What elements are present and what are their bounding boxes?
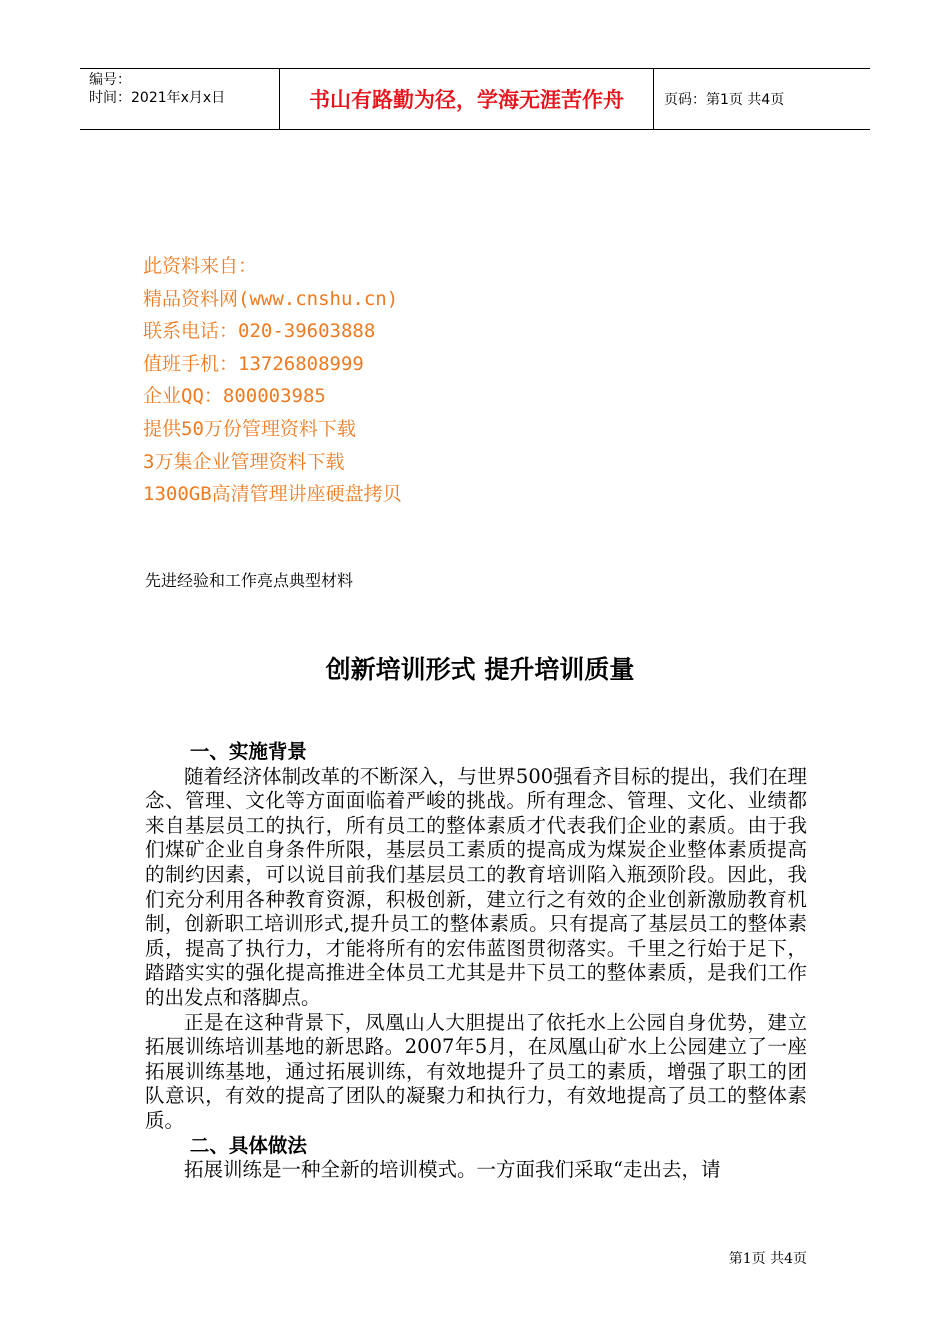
paragraph: 正是在这种背景下，凤凰山人大胆提出了依托水上公园自身优势，建立拓展训练培训基地的新思路。2007年5月，在凤凰山矿水上公园建立了一座拓展训练基地，通过拓展训练，有效地提升了员工的素质，增强了职工的团队意识，有效的提高了团队的凝聚力和执行力，有效地提高了员工的整体素质。 xyxy=(145,1010,807,1132)
section-heading: 二、具体做法 xyxy=(189,1133,307,1157)
header-time: 时间：2021年x月x日 xyxy=(89,90,226,106)
doc-body xyxy=(145,740,807,1183)
promo-line: 3万集企业管理资料下载 xyxy=(143,450,345,473)
paragraph: 随着经济体制改革的不断深入，与世界500强看齐目标的提出，我们在理念、管理、文化等方面面临着严峻的挑战。所有理念、管理、文化、业绩都来自基层员工的执行，所有员工的整体素质才代表我们企业的素质。由于我们煤矿企业自身条件所限，基层员工素质的提高成为煤炭企业整体素质提高的制约因素，可以说目前我们基层员工的教育培训陷入瓶颈阶段。因此，我们充分利用各种教育资源，积极创新，建立行之有效的企业创新激励教育机制，创新职工培训形式,提升员工的整体素质。只有提高了基层员工的整体素质，提高了执行力，才能将所有的宏伟蓝图贯彻落实。千里之行始于足下，踏踏实实的强化提高推进全体员工尤其是井下员工的整体素质，是我们工作的出发点和落脚点。 xyxy=(145,764,807,1009)
header-page-info: 页码：第1页 共4页 xyxy=(664,92,785,108)
promo-line: 值班手机：13726808999 xyxy=(143,352,364,375)
doc-title: 创新培训形式 提升培训质量 xyxy=(325,655,635,684)
header-number: 编号： xyxy=(89,72,131,88)
page-footer: 第1页 共4页 xyxy=(728,1251,807,1267)
header-table xyxy=(80,68,870,130)
promo-line: 1300GB高清管理讲座硬盘拷贝 xyxy=(143,483,402,506)
promo-line: 提供50万份管理资料下载 xyxy=(143,417,356,440)
promo-block xyxy=(143,250,402,511)
section-heading: 一、实施背景 xyxy=(189,740,307,763)
header-motto: 书山有路勤为径，学海无涯苦作舟 xyxy=(280,69,654,129)
promo-line: 精品资料网(www.cnshu.cn) xyxy=(143,287,399,310)
header-meta xyxy=(80,69,280,129)
promo-line: 企业QQ：800003985 xyxy=(143,385,326,408)
promo-line: 此资料来自： xyxy=(143,255,258,277)
promo-line: 联系电话：020-39603888 xyxy=(143,320,376,343)
doc-subtitle: 先进经验和工作亮点典型材料 xyxy=(145,571,354,590)
paragraph: 拓展训练是一种全新的培训模式。一方面我们采取“走出去，请 xyxy=(184,1158,721,1182)
